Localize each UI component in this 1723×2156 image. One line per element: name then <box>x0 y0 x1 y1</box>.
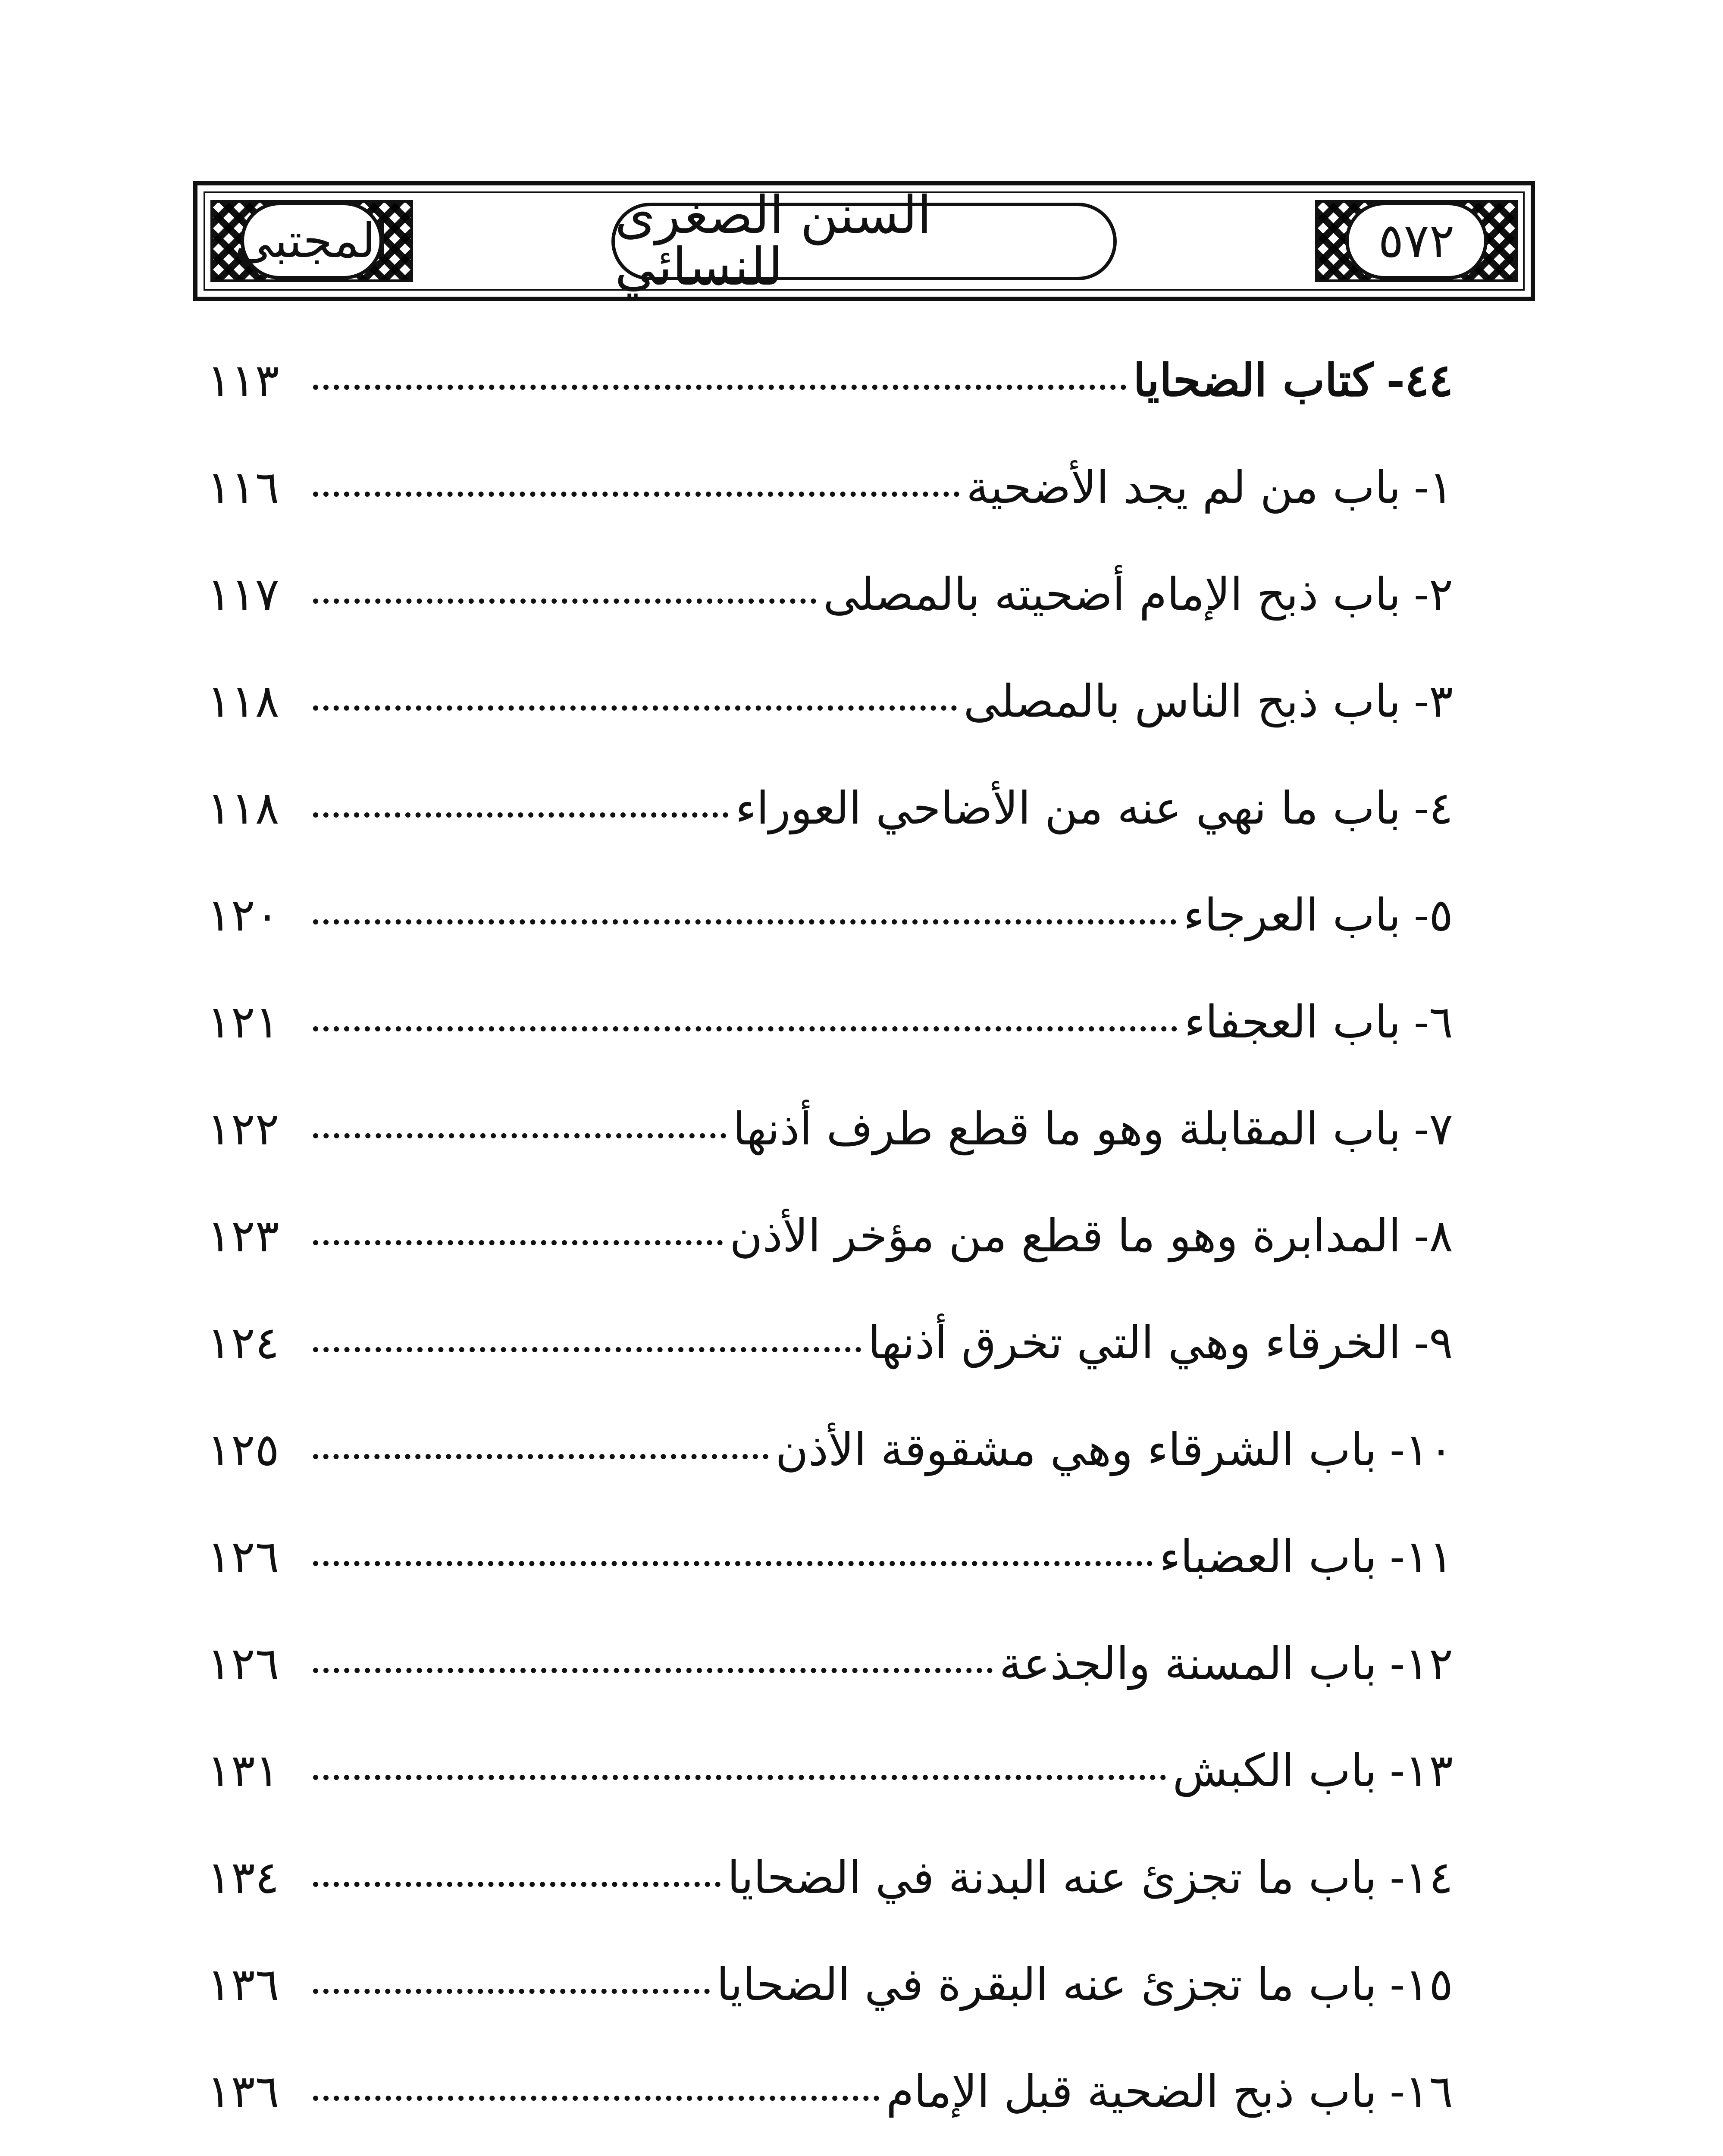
entry-number: ١٠- <box>1390 1423 1453 1476</box>
toc-entry <box>207 568 1453 679</box>
entry-page-number: ١١٨ <box>207 782 279 834</box>
toc-entry <box>207 1210 1453 1320</box>
entry-title: باب الشرقاء وهي مشقوقة الأذن <box>775 1423 1377 1476</box>
entry-number: ١٣- <box>1390 1744 1453 1797</box>
entry-page-number: ١٢٢ <box>207 1103 279 1155</box>
dot-leader <box>313 385 1126 390</box>
dot-leader <box>313 1775 1166 1780</box>
dot-leader <box>313 1133 726 1138</box>
entry-title: باب العجفاء <box>1184 996 1401 1048</box>
entry-number: ١٢- <box>1390 1637 1453 1690</box>
entry-page-number: ١١٣ <box>207 354 279 407</box>
entry-title: باب المسنة والجذعة <box>999 1637 1377 1690</box>
entry-number: ٨- <box>1414 1210 1453 1262</box>
entry-page-number: ١١٧ <box>207 568 279 620</box>
entry-title: باب من لم يجد الأضحية <box>966 461 1401 514</box>
entry-title: المدابرة وهو ما قطع من مؤخر الأذن <box>730 1210 1401 1262</box>
entry-number: ٩- <box>1414 1316 1453 1369</box>
entry-title: باب ذبح الضحية قبل الإمام <box>886 2065 1377 2118</box>
entry-title: باب ذبح الإمام أضحيته بالمصلى <box>823 568 1401 620</box>
dot-leader <box>313 1668 993 1673</box>
entry-title: باب الكبش <box>1172 1744 1377 1797</box>
book-title: السنن الصغرى للنسائي <box>615 185 932 297</box>
toc-entry <box>207 1637 1453 1748</box>
toc-entry <box>207 1316 1453 1427</box>
dot-leader <box>313 1989 710 1994</box>
dot-leader <box>313 1026 1177 1031</box>
toc-entry <box>207 1423 1453 1534</box>
entry-page-number: ١٣٦ <box>207 2065 279 2118</box>
entry-page-number: ١٢٦ <box>207 1530 279 1583</box>
entry-title: باب ما نهي عنه من الأضاحي العوراء <box>735 782 1401 834</box>
running-title <box>611 185 1117 297</box>
dot-leader <box>313 1454 768 1459</box>
toc-entry <box>207 889 1453 1000</box>
dot-leader <box>313 1240 723 1245</box>
entry-title: باب ذبح الناس بالمصلى <box>963 675 1401 727</box>
entry-number: ٦- <box>1414 996 1453 1048</box>
toc-chapter-heading <box>207 354 1453 465</box>
page-number: ٥٧٢ <box>1378 213 1455 268</box>
entry-title: باب العرجاء <box>1183 889 1401 941</box>
dot-leader <box>313 1882 721 1887</box>
entry-number: ٧- <box>1414 1103 1453 1155</box>
entry-page-number: ١١٦ <box>207 461 279 514</box>
entry-number: ١١- <box>1390 1530 1453 1583</box>
entry-number: ٤٤- <box>1386 354 1453 407</box>
entry-page-number: ١٣١ <box>207 1744 279 1797</box>
page-header <box>193 181 1535 301</box>
emblem-medallion <box>235 202 389 279</box>
dot-leader <box>313 812 728 818</box>
entry-page-number: ١٢٣ <box>207 1210 279 1262</box>
dot-leader <box>313 919 1176 924</box>
entry-page-number: ١٢٥ <box>207 1423 279 1476</box>
dot-leader <box>313 599 816 604</box>
toc-entry <box>207 1530 1453 1641</box>
entry-title: باب العضباء <box>1159 1530 1377 1583</box>
table-of-contents <box>207 354 1453 2156</box>
toc-entry <box>207 461 1453 572</box>
entry-number: ١٦- <box>1390 2065 1453 2118</box>
toc-entry <box>207 675 1453 786</box>
toc-entry <box>207 1958 1453 2069</box>
entry-number: ٢- <box>1414 568 1453 620</box>
entry-title: كتاب الضحايا <box>1133 354 1374 407</box>
dot-leader <box>313 705 957 711</box>
entry-number: ٣- <box>1414 675 1453 727</box>
toc-entry <box>207 1744 1453 1855</box>
entry-number: ٤- <box>1414 782 1453 834</box>
toc-entry <box>207 996 1453 1106</box>
entry-page-number: ١٣٤ <box>207 1851 279 1904</box>
toc-entry <box>207 782 1453 893</box>
entry-number: ١٤- <box>1390 1851 1453 1904</box>
toc-entry <box>207 1103 1453 1213</box>
entry-number: ٥- <box>1414 889 1453 941</box>
page-number-medallion <box>1345 202 1488 279</box>
toc-entry <box>207 1851 1453 1962</box>
toc-entry <box>207 2065 1453 2156</box>
dot-leader <box>313 1347 861 1352</box>
entry-number: ١- <box>1414 461 1453 514</box>
entry-page-number: ١٢٦ <box>207 1637 279 1690</box>
entry-title: الخرقاء وهي التي تخرق أذنها <box>868 1316 1401 1369</box>
entry-page-number: ١٢١ <box>207 996 279 1048</box>
dot-leader <box>313 1561 1153 1566</box>
entry-page-number: ١٢٤ <box>207 1316 279 1369</box>
entry-page-number: ١٣٦ <box>207 1958 279 2011</box>
entry-page-number: ١١٨ <box>207 675 279 727</box>
entry-title: باب ما تجزئ عنه البدنة في الضحايا <box>727 1851 1377 1904</box>
entry-title: باب ما تجزئ عنه البقرة في الضحايا <box>716 1958 1377 2011</box>
entry-page-number: ١٢٠ <box>207 889 279 941</box>
emblem-text: المجتبى <box>235 213 389 268</box>
dot-leader <box>313 2096 879 2101</box>
entry-title: باب المقابلة وهو ما قطع طرف أذنها <box>733 1103 1401 1155</box>
dot-leader <box>313 492 959 497</box>
entry-number: ١٥- <box>1390 1958 1453 2011</box>
